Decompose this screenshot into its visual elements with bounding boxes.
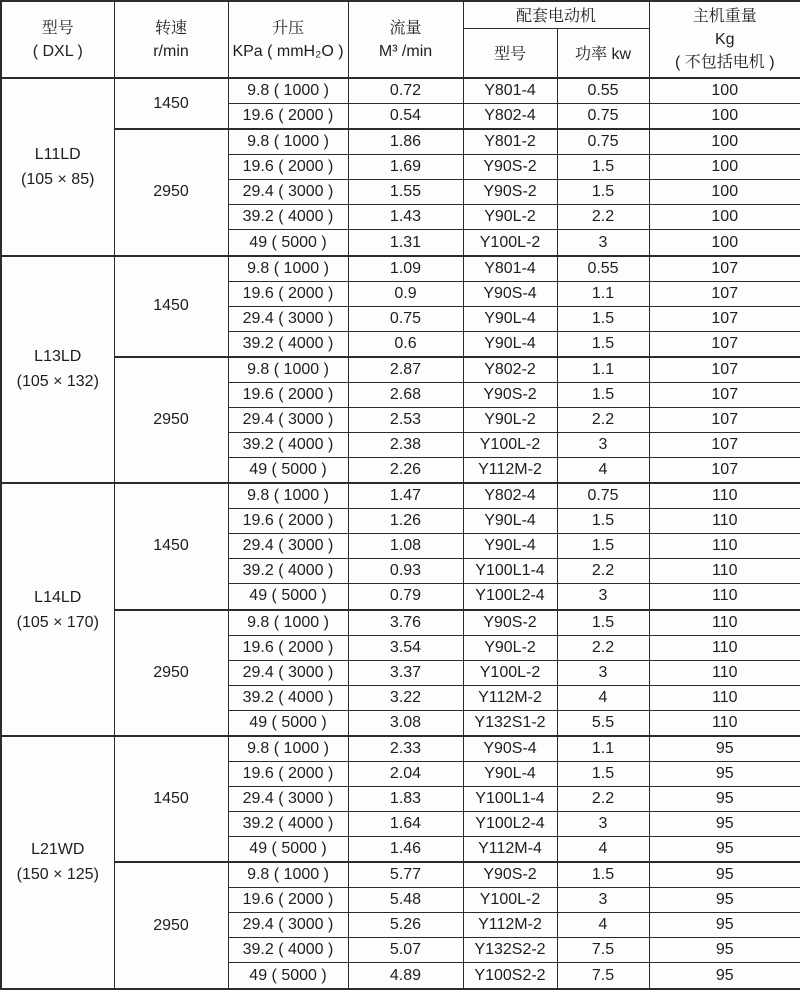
pressure-cell: 39.2 ( 4000 ): [228, 205, 348, 230]
motor-model-cell: Y100L2-4: [463, 812, 557, 837]
header-label: ( 不包括电机 ): [674, 54, 775, 71]
flow-cell: 1.69: [348, 155, 463, 180]
flow-cell: 2.04: [348, 762, 463, 787]
flow-cell: 5.77: [348, 862, 463, 888]
flow-cell: 1.08: [348, 534, 463, 559]
pressure-cell: 49 ( 5000 ): [228, 584, 348, 610]
flow-cell: 5.07: [348, 938, 463, 963]
motor-power-cell: 1.1: [557, 736, 649, 762]
motor-power-cell: 3: [557, 433, 649, 458]
motor-power-cell: 1.5: [557, 534, 649, 559]
weight-cell: 95: [649, 736, 800, 762]
weight-cell: 110: [649, 685, 800, 710]
motor-power-cell: 0.75: [557, 104, 649, 130]
table-header: [1, 1, 800, 78]
flow-cell: 0.9: [348, 281, 463, 306]
table-row: [1, 78, 800, 104]
motor-model-cell: Y100L1-4: [463, 787, 557, 812]
weight-cell: 110: [649, 610, 800, 636]
header-label: 主机重量: [692, 8, 757, 25]
weight-cell: 100: [649, 180, 800, 205]
flow-cell: 1.43: [348, 205, 463, 230]
pressure-cell: 39.2 ( 4000 ): [228, 812, 348, 837]
motor-power-cell: 2.2: [557, 787, 649, 812]
weight-cell: 110: [649, 534, 800, 559]
motor-power-cell: 1.5: [557, 306, 649, 331]
motor-power-cell: 3: [557, 584, 649, 610]
flow-cell: 3.08: [348, 710, 463, 736]
flow-cell: 0.72: [348, 78, 463, 104]
header-label: 流量: [389, 19, 422, 37]
flow-cell: 0.79: [348, 584, 463, 610]
motor-power-cell: 1.5: [557, 509, 649, 534]
flow-cell: 4.89: [348, 963, 463, 989]
motor-model-cell: Y90L-4: [463, 306, 557, 331]
table-row: [1, 736, 800, 762]
motor-power-cell: 0.55: [557, 256, 649, 282]
col-header-flow: [348, 1, 463, 78]
pressure-cell: 39.2 ( 4000 ): [228, 433, 348, 458]
motor-model-cell: Y132S2-2: [463, 938, 557, 963]
pressure-cell: 49 ( 5000 ): [228, 458, 348, 484]
speed-cell: 2950: [114, 862, 228, 989]
motor-model-cell: Y112M-2: [463, 913, 557, 938]
weight-cell: 95: [649, 837, 800, 863]
motor-power-cell: 2.2: [557, 205, 649, 230]
flow-cell: 1.47: [348, 483, 463, 509]
motor-model-cell: Y100L-2: [463, 230, 557, 256]
motor-power-cell: 2.2: [557, 559, 649, 584]
pressure-cell: 29.4 ( 3000 ): [228, 913, 348, 938]
motor-model-cell: Y100L-2: [463, 888, 557, 913]
model-name: L21WD: [31, 841, 85, 859]
pressure-cell: 19.6 ( 2000 ): [228, 762, 348, 787]
weight-cell: 110: [649, 483, 800, 509]
header-label: 转速: [154, 19, 187, 37]
motor-power-cell: 3: [557, 888, 649, 913]
flow-cell: 1.83: [348, 787, 463, 812]
pressure-cell: 39.2 ( 4000 ): [228, 938, 348, 963]
pressure-cell: 9.8 ( 1000 ): [228, 610, 348, 636]
col-header-model: [1, 1, 114, 78]
motor-power-cell: 0.55: [557, 78, 649, 104]
model-size: (105 × 132): [16, 373, 99, 391]
header-label: KPa ( mmH₂O ): [232, 42, 344, 60]
motor-model-cell: Y90S-2: [463, 862, 557, 888]
pressure-cell: 9.8 ( 1000 ): [228, 862, 348, 888]
motor-model-cell: Y90L-2: [463, 408, 557, 433]
weight-cell: 95: [649, 762, 800, 787]
weight-cell: 107: [649, 256, 800, 282]
motor-power-cell: 3: [557, 230, 649, 256]
model-name: L14LD: [34, 588, 82, 606]
motor-model-cell: Y801-4: [463, 78, 557, 104]
pressure-cell: 29.4 ( 3000 ): [228, 306, 348, 331]
motor-power-cell: 1.5: [557, 180, 649, 205]
pressure-cell: 19.6 ( 2000 ): [228, 104, 348, 130]
motor-power-cell: 1.5: [557, 331, 649, 357]
weight-cell: 100: [649, 230, 800, 256]
pressure-cell: 49 ( 5000 ): [228, 963, 348, 989]
weight-cell: 95: [649, 888, 800, 913]
table-row: [1, 256, 800, 282]
flow-cell: 3.37: [348, 660, 463, 685]
table-row: [1, 610, 800, 636]
flow-cell: 1.55: [348, 180, 463, 205]
motor-power-cell: 3: [557, 660, 649, 685]
weight-cell: 95: [649, 913, 800, 938]
weight-cell: 100: [649, 205, 800, 230]
flow-cell: 5.48: [348, 888, 463, 913]
flow-cell: 0.6: [348, 331, 463, 357]
motor-model-cell: Y802-2: [463, 357, 557, 383]
col-header-speed: [114, 1, 228, 78]
pressure-cell: 39.2 ( 4000 ): [228, 331, 348, 357]
motor-model-cell: Y802-4: [463, 483, 557, 509]
motor-power-cell: 1.5: [557, 762, 649, 787]
pressure-cell: 19.6 ( 2000 ): [228, 383, 348, 408]
motor-model-cell: Y802-4: [463, 104, 557, 130]
col-header-motor-group: 配套电动机: [463, 1, 649, 28]
table-row: [1, 357, 800, 383]
flow-cell: 1.46: [348, 837, 463, 863]
pressure-cell: 19.6 ( 2000 ): [228, 635, 348, 660]
header-label: 型号: [41, 19, 74, 37]
speed-cell: 2950: [114, 610, 228, 736]
motor-power-cell: 4: [557, 837, 649, 863]
table-row: [1, 483, 800, 509]
flow-cell: 0.93: [348, 559, 463, 584]
header-label: 升压: [271, 19, 304, 37]
pressure-cell: 19.6 ( 2000 ): [228, 509, 348, 534]
pressure-cell: 19.6 ( 2000 ): [228, 888, 348, 913]
weight-cell: 100: [649, 104, 800, 130]
flow-cell: 0.54: [348, 104, 463, 130]
motor-model-cell: Y90L-4: [463, 509, 557, 534]
motor-model-cell: Y90S-4: [463, 736, 557, 762]
pressure-cell: 49 ( 5000 ): [228, 710, 348, 736]
pressure-cell: 9.8 ( 1000 ): [228, 78, 348, 104]
motor-model-cell: Y90S-2: [463, 610, 557, 636]
model-name: L13LD: [34, 348, 82, 366]
motor-power-cell: 1.5: [557, 610, 649, 636]
motor-power-cell: 1.1: [557, 357, 649, 383]
motor-power-cell: 7.5: [557, 963, 649, 989]
weight-cell: 107: [649, 306, 800, 331]
motor-model-cell: Y112M-4: [463, 837, 557, 863]
motor-model-cell: Y90L-4: [463, 331, 557, 357]
motor-model-cell: Y801-2: [463, 129, 557, 155]
model-cell: [1, 736, 114, 989]
motor-model-cell: Y90S-2: [463, 180, 557, 205]
motor-model-cell: Y801-4: [463, 256, 557, 282]
motor-power-cell: 2.2: [557, 408, 649, 433]
flow-cell: 0.75: [348, 306, 463, 331]
weight-cell: 95: [649, 862, 800, 888]
motor-model-cell: Y90L-2: [463, 635, 557, 660]
pressure-cell: 29.4 ( 3000 ): [228, 180, 348, 205]
flow-cell: 1.26: [348, 509, 463, 534]
pressure-cell: 29.4 ( 3000 ): [228, 534, 348, 559]
motor-power-cell: 1.5: [557, 862, 649, 888]
pressure-cell: 29.4 ( 3000 ): [228, 787, 348, 812]
pressure-cell: 39.2 ( 4000 ): [228, 559, 348, 584]
flow-cell: 1.64: [348, 812, 463, 837]
motor-model-cell: Y90S-2: [463, 155, 557, 180]
motor-model-cell: Y100L1-4: [463, 559, 557, 584]
weight-cell: 100: [649, 78, 800, 104]
header-label: M³ /min: [378, 42, 433, 60]
flow-cell: 3.76: [348, 610, 463, 636]
weight-cell: 107: [649, 331, 800, 357]
speed-cell: 1450: [114, 256, 228, 357]
table-row: [1, 129, 800, 155]
weight-cell: 100: [649, 155, 800, 180]
motor-power-cell: 3: [557, 812, 649, 837]
weight-cell: 110: [649, 559, 800, 584]
motor-power-cell: 1.1: [557, 281, 649, 306]
flow-cell: 3.54: [348, 635, 463, 660]
motor-power-cell: 1.5: [557, 155, 649, 180]
pressure-cell: 49 ( 5000 ): [228, 230, 348, 256]
motor-model-cell: Y100L2-4: [463, 584, 557, 610]
weight-cell: 107: [649, 458, 800, 484]
model-size: (150 × 125): [16, 866, 99, 884]
motor-power-cell: 1.5: [557, 383, 649, 408]
motor-power-cell: 4: [557, 913, 649, 938]
flow-cell: 3.22: [348, 685, 463, 710]
pressure-cell: 9.8 ( 1000 ): [228, 129, 348, 155]
weight-cell: 107: [649, 408, 800, 433]
flow-cell: 2.68: [348, 383, 463, 408]
speed-cell: 1450: [114, 483, 228, 609]
weight-cell: 95: [649, 963, 800, 989]
col-header-motor-power: 功率 kw: [557, 28, 649, 78]
pressure-cell: 49 ( 5000 ): [228, 837, 348, 863]
speed-cell: 2950: [114, 129, 228, 255]
spec-table-body: [1, 78, 800, 989]
motor-power-cell: 4: [557, 458, 649, 484]
flow-cell: 2.26: [348, 458, 463, 484]
model-cell: [1, 483, 114, 736]
flow-cell: 5.26: [348, 913, 463, 938]
flow-cell: 2.87: [348, 357, 463, 383]
header-row-1: [1, 1, 800, 28]
motor-power-cell: 0.75: [557, 129, 649, 155]
weight-cell: 107: [649, 433, 800, 458]
header-label: r/min: [153, 42, 189, 60]
weight-cell: 110: [649, 635, 800, 660]
speed-cell: 1450: [114, 736, 228, 862]
weight-cell: 95: [649, 812, 800, 837]
weight-cell: 107: [649, 281, 800, 306]
motor-model-cell: Y112M-2: [463, 685, 557, 710]
flow-cell: 2.38: [348, 433, 463, 458]
flow-cell: 2.53: [348, 408, 463, 433]
pressure-cell: 9.8 ( 1000 ): [228, 357, 348, 383]
header-label: ( DXL ): [32, 42, 83, 60]
model-name: L11LD: [34, 145, 81, 163]
weight-cell: 110: [649, 710, 800, 736]
motor-model-cell: Y132S1-2: [463, 710, 557, 736]
speed-cell: 2950: [114, 357, 228, 483]
motor-model-cell: Y90S-4: [463, 281, 557, 306]
motor-model-cell: Y100L-2: [463, 660, 557, 685]
flow-cell: 1.86: [348, 129, 463, 155]
pressure-cell: 19.6 ( 2000 ): [228, 281, 348, 306]
speed-cell: 1450: [114, 78, 228, 129]
pressure-cell: 19.6 ( 2000 ): [228, 155, 348, 180]
model-size: (105 × 170): [16, 613, 99, 631]
weight-cell: 110: [649, 584, 800, 610]
weight-cell: 95: [649, 787, 800, 812]
motor-model-cell: Y100L-2: [463, 433, 557, 458]
motor-model-cell: Y100S2-2: [463, 963, 557, 989]
weight-cell: 100: [649, 129, 800, 155]
weight-cell: 107: [649, 383, 800, 408]
col-header-weight: [649, 1, 800, 78]
motor-power-cell: 4: [557, 685, 649, 710]
motor-power-cell: 7.5: [557, 938, 649, 963]
pressure-cell: 29.4 ( 3000 ): [228, 408, 348, 433]
model-cell: [1, 78, 114, 256]
pressure-cell: 9.8 ( 1000 ): [228, 736, 348, 762]
motor-model-cell: Y90S-2: [463, 383, 557, 408]
weight-cell: 110: [649, 660, 800, 685]
motor-model-cell: Y90L-4: [463, 534, 557, 559]
table-row: [1, 862, 800, 888]
weight-cell: 95: [649, 938, 800, 963]
pressure-cell: 9.8 ( 1000 ): [228, 483, 348, 509]
pressure-cell: 39.2 ( 4000 ): [228, 685, 348, 710]
flow-cell: 1.09: [348, 256, 463, 282]
flow-cell: 1.31: [348, 230, 463, 256]
header-label: Kg: [714, 31, 735, 48]
flow-cell: 2.33: [348, 736, 463, 762]
weight-cell: 110: [649, 509, 800, 534]
weight-cell: 107: [649, 357, 800, 383]
col-header-motor-model: 型号: [463, 28, 557, 78]
motor-power-cell: 5.5: [557, 710, 649, 736]
motor-model-cell: Y90L-2: [463, 205, 557, 230]
motor-power-cell: 0.75: [557, 483, 649, 509]
motor-power-cell: 2.2: [557, 635, 649, 660]
model-size: (105 × 85): [21, 170, 95, 188]
motor-model-cell: Y90L-4: [463, 762, 557, 787]
col-header-pressure: [228, 1, 348, 78]
motor-model-cell: Y112M-2: [463, 458, 557, 484]
pressure-cell: 29.4 ( 3000 ): [228, 660, 348, 685]
pressure-cell: 9.8 ( 1000 ): [228, 256, 348, 282]
model-cell: [1, 256, 114, 484]
